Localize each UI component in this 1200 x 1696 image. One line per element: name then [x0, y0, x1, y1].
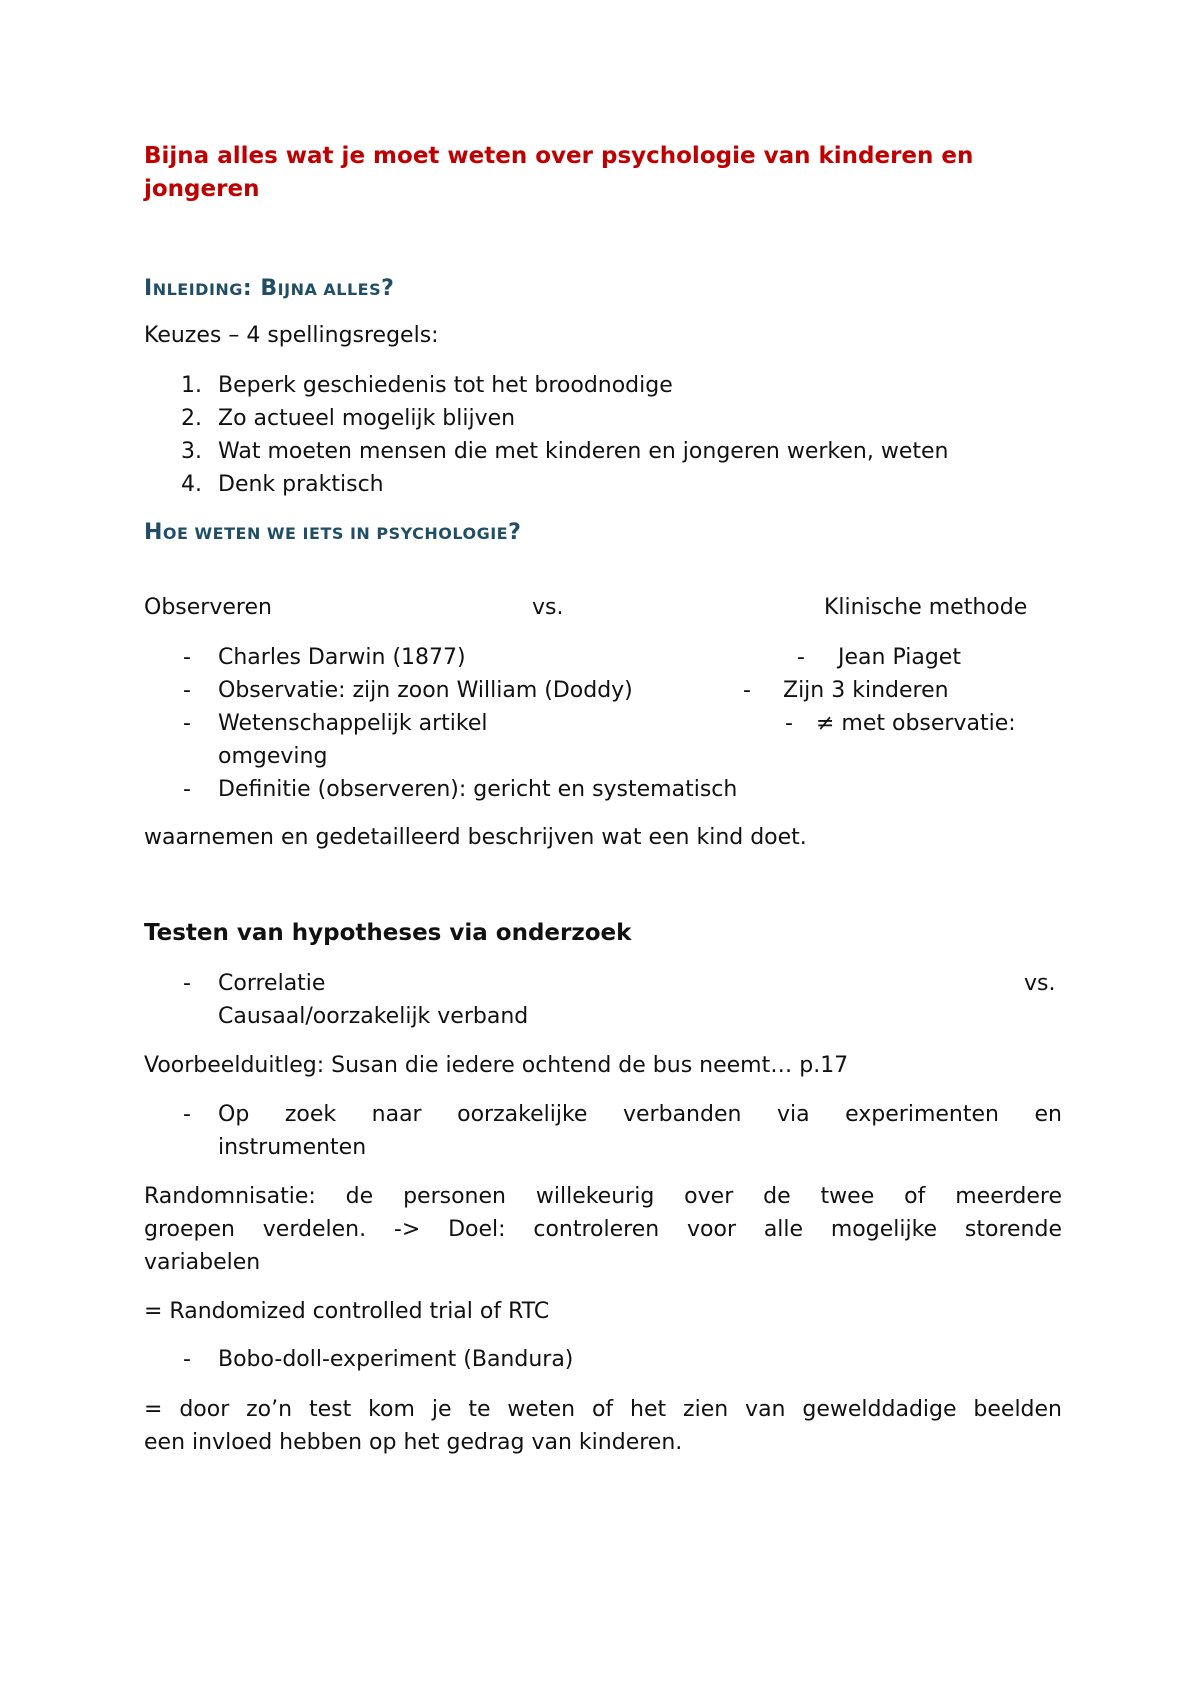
conclusion-paragraph: een invloed hebben op het gedrag van kinderen. — [144, 1430, 683, 1455]
list-item: Zijn 3 kinderen — [783, 678, 949, 703]
bullet-dash: - — [797, 645, 805, 670]
observeren-label: Observeren — [144, 595, 272, 620]
bullet-dash: - — [183, 711, 191, 736]
vs-label: vs. — [1024, 971, 1056, 996]
list-item: Observatie: zijn zoon William (Doddy) — [218, 678, 633, 703]
list-item-continuation: instrumenten — [218, 1135, 367, 1160]
list-item: Wat moeten mensen die met kinderen en jongeren werken, weten — [218, 439, 949, 464]
heading-part: ? — [508, 520, 522, 545]
section-heading-inleiding — [144, 276, 394, 301]
list-item: ≠ met observatie: — [816, 711, 1016, 736]
bullet-dash: - — [183, 645, 191, 670]
list-item: Denk praktisch — [218, 472, 384, 497]
list-item-continuation: Causaal/oorzakelijk verband — [218, 1004, 529, 1029]
vs-label: vs. — [532, 595, 564, 620]
heading-part: I — [144, 276, 153, 301]
heading-part: IJNA ALLES — [277, 280, 382, 299]
rct-paragraph: = Randomized controlled trial of RTC — [144, 1299, 550, 1324]
conclusion-paragraph: = door zo’n test kom je te weten of het zien van gewelddadige beelden — [144, 1397, 1062, 1422]
list-item: Charles Darwin (1877) — [218, 645, 466, 670]
heading-part: ? — [381, 276, 395, 301]
bullet-dash: - — [183, 1102, 191, 1127]
observeren-continuation: waarnemen en gedetailleerd beschrijven wat een kind doet. — [144, 825, 807, 850]
example-paragraph: Voorbeelduitleg: Susan die iedere ochtend de bus neemt… p.17 — [144, 1053, 849, 1078]
keuzes-intro: Keuzes – 4 spellingsregels: — [144, 323, 439, 348]
list-number: 1. — [181, 373, 202, 398]
list-item: Op zoek naar oorzakelijke verbanden via experimenten en — [218, 1102, 1062, 1127]
bullet-dash: - — [183, 971, 191, 996]
list-item: Zo actueel mogelijk blijven — [218, 406, 516, 431]
list-item: Jean Piaget — [838, 645, 961, 670]
list-number: 3. — [181, 439, 202, 464]
list-item: Bobo-doll-experiment (Bandura) — [218, 1347, 574, 1372]
section-heading-testen: Testen van hypotheses via onderzoek — [144, 920, 632, 946]
heading-part: NLEIDING — [152, 280, 243, 299]
bullet-dash: - — [183, 777, 191, 802]
list-number: 4. — [181, 472, 202, 497]
bullet-dash: - — [183, 678, 191, 703]
randomisatie-paragraph: groepen verdelen. -> Doel: controleren voor alle mogelijke storende — [144, 1217, 1062, 1242]
list-item: Definitie (observeren): gericht en systematisch — [218, 777, 738, 802]
heading-part: OE WETEN WE IETS IN PSYCHOLOGIE — [162, 524, 509, 543]
bullet-dash: - — [183, 1347, 191, 1372]
bullet-dash: - — [785, 711, 793, 736]
list-item: Correlatie — [218, 971, 326, 996]
list-item: Wetenschappelijk artikel — [218, 711, 488, 736]
list-item-continuation: omgeving — [218, 744, 328, 769]
heading-part: H — [144, 520, 163, 545]
heading-part: : B — [242, 276, 278, 301]
list-number: 2. — [181, 406, 202, 431]
bullet-dash: - — [743, 678, 751, 703]
klinische-methode-label: Klinische methode — [824, 595, 1028, 620]
randomisatie-paragraph: variabelen — [144, 1250, 261, 1275]
randomisatie-paragraph: Randomnisatie: de personen willekeurig over de twee of meerdere — [144, 1184, 1062, 1209]
list-item: Beperk geschiedenis tot het broodnodige — [218, 373, 673, 398]
section-heading-hoe-weten — [144, 520, 521, 545]
document-title: Bijna alles wat je moet weten over psychologie van kinderen en jongeren — [144, 143, 974, 202]
